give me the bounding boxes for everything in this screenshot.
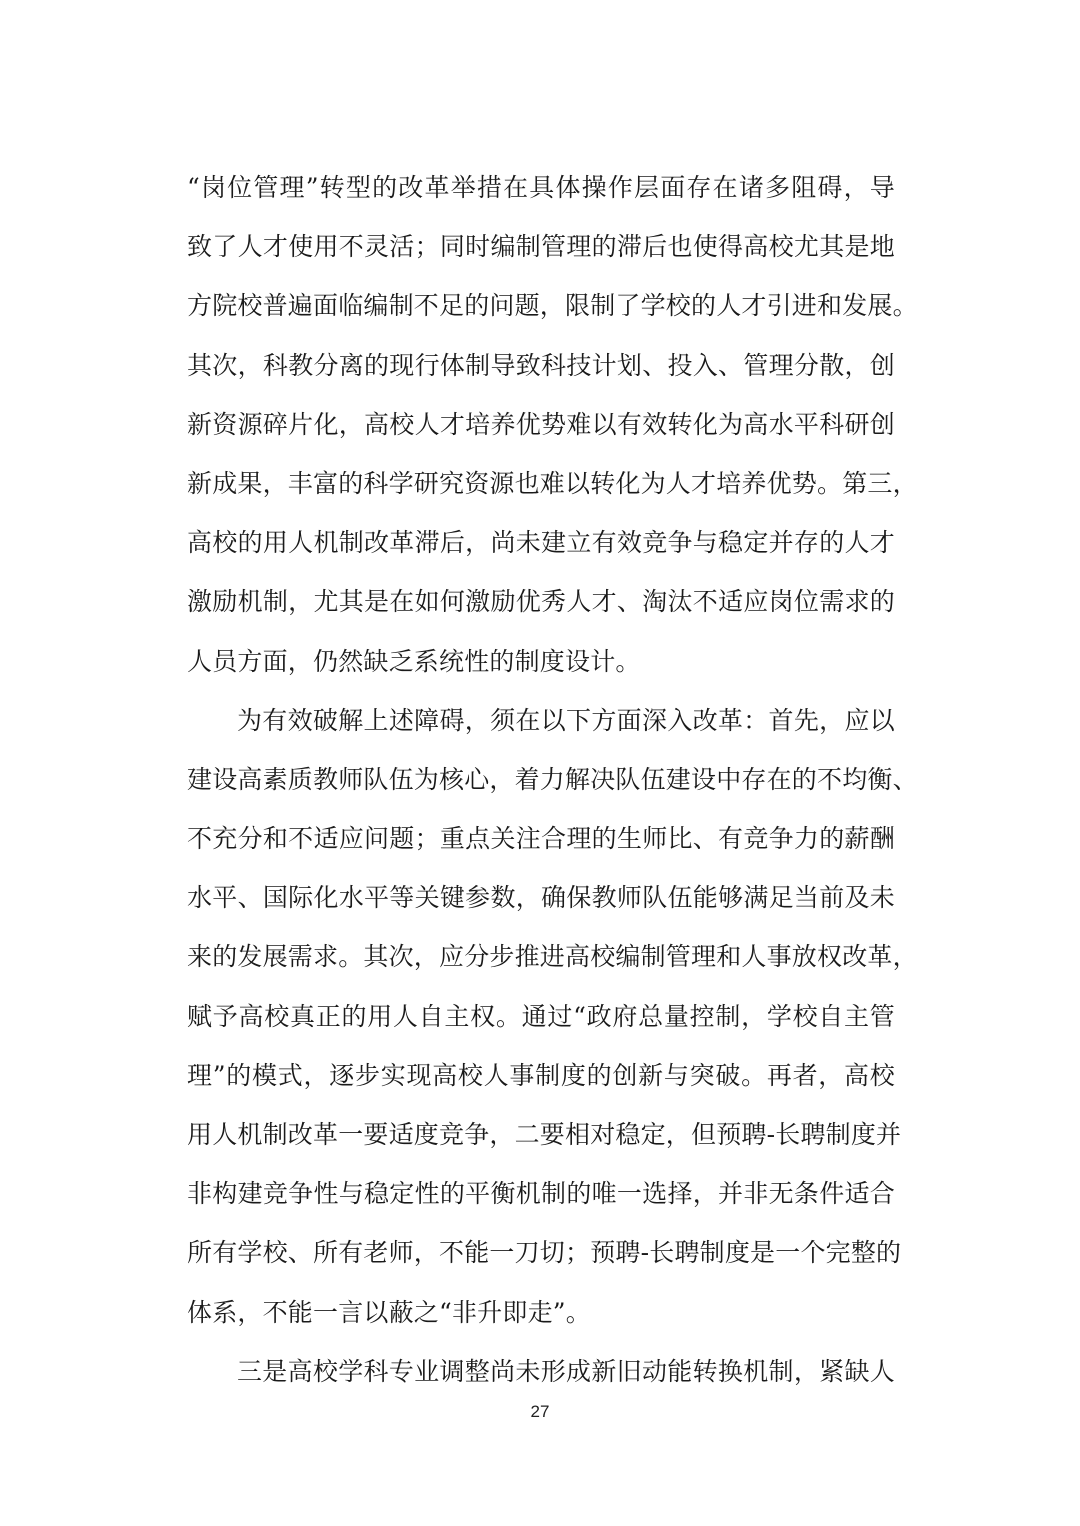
text-line: 赋予高校真正的用人自主权。通过“政府总量控制，学校自主管: [187, 1001, 895, 1031]
body-text: [187, 158, 918, 1401]
text-line: 其次，科教分离的现行体制导致科技计划、投入、管理分散，创: [187, 350, 895, 380]
text-line: 激励机制，尤其是在如何激励优秀人才、淘汰不适应岗位需求的: [187, 587, 895, 617]
text-line: 体系，不能一言以蔽之“非升即走”。: [187, 1297, 591, 1327]
text-line: 来的发展需求。其次，应分步推进高校编制管理和人事放权改革，: [187, 942, 918, 972]
text-line: 所有学校、所有老师，不能一刀切；预聘-长聘制度是一个完整的: [187, 1238, 902, 1268]
text-line: 方院校普遍面临编制不足的问题，限制了学校的人才引进和发展。: [187, 291, 918, 321]
text-line: 水平、国际化水平等关键参数，确保教师队伍能够满足当前及未: [187, 883, 895, 913]
text-line: 三是高校学科专业调整尚未形成新旧动能转换机制，紧缺人: [237, 1356, 895, 1386]
text-line: 理”的模式，逐步实现高校人事制度的创新与突破。再者，高校: [187, 1060, 895, 1090]
text-line: 为有效破解上述障碍，须在以下方面深入改革：首先，应以: [237, 705, 895, 735]
text-line: 人员方面，仍然缺乏系统性的制度设计。: [187, 646, 641, 676]
text-line: 用人机制改革一要适度竞争，二要相对稳定，但预聘-长聘制度并: [187, 1120, 902, 1149]
page-number: 27: [530, 1402, 550, 1421]
text-line: 非构建竞争性与稳定性的平衡机制的唯一选择，并非无条件适合: [187, 1179, 895, 1209]
text-line: “岗位管理”转型的改革举措在具体操作层面存在诸多阻碍，导: [187, 173, 895, 202]
text-line: 高校的用人机制改革滞后，尚未建立有效竞争与稳定并存的人才: [187, 528, 895, 558]
text-line: 新成果，丰富的科学研究资源也难以转化为人才培养优势。第三，: [187, 468, 918, 498]
text-line: 新资源碎片化，高校人才培养优势难以有效转化为高水平科研创: [187, 409, 895, 439]
text-line: 不充分和不适应问题；重点关注合理的生师比、有竞争力的薪酬: [187, 824, 895, 854]
text-line: 致了人才使用不灵活；同时编制管理的滞后也使得高校尤其是地: [187, 232, 895, 262]
text-line: 建设高素质教师队伍为核心，着力解决队伍建设中存在的不均衡、: [187, 764, 918, 794]
